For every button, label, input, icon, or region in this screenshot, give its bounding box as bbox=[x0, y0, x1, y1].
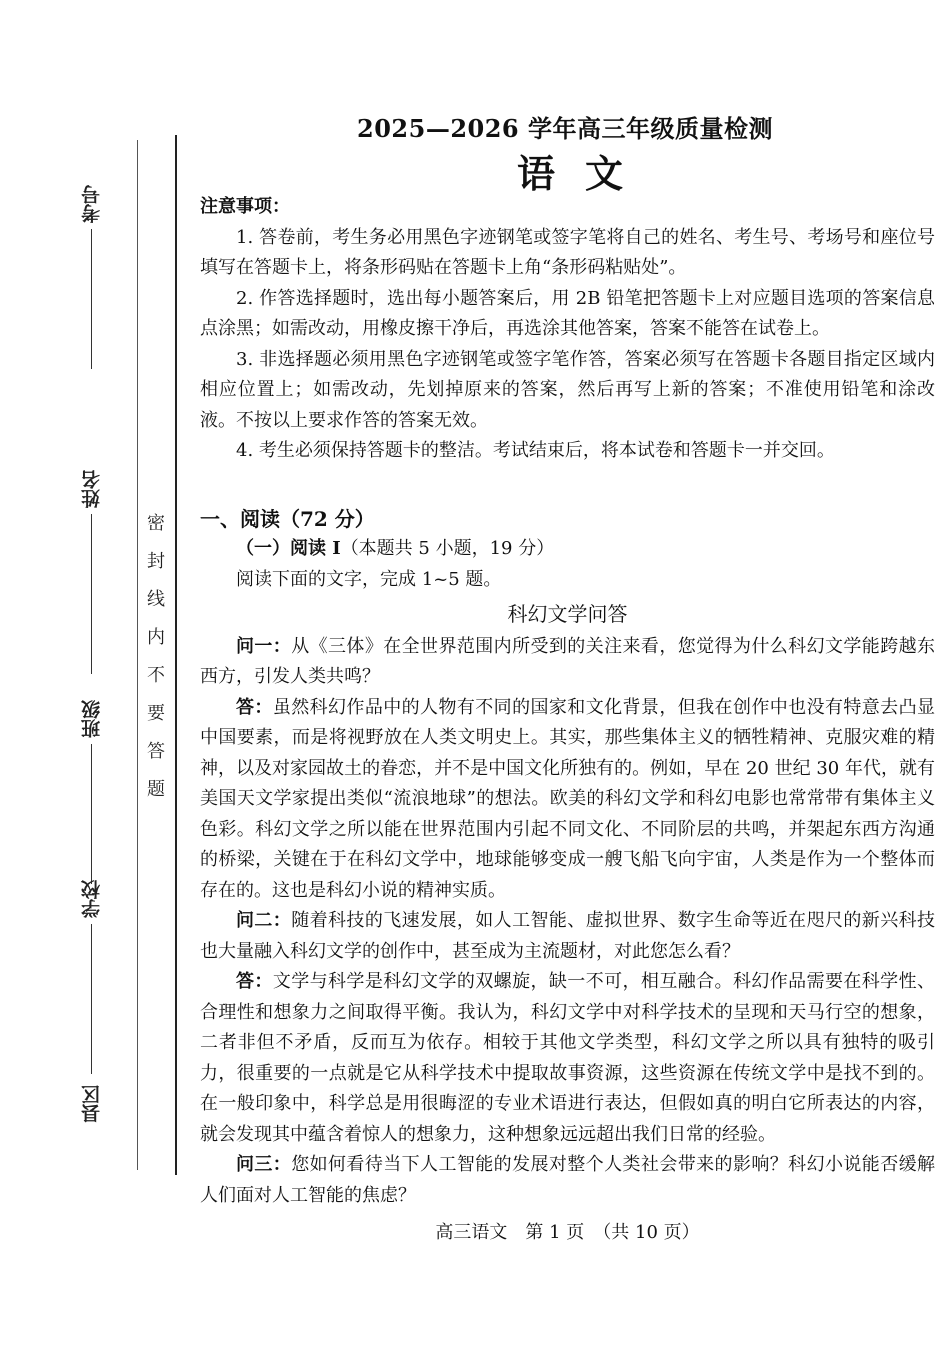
qa-text: 文学与科学是科幻文学的双螺旋，缺一不可，相互融合。科幻作品需要在科学性、合理性和想象力之间取得平衡。我认为，科幻文学中对科学技术的呈现和天马行空的想象，二者非但不矛盾，反而互为依存。相较于其他文学类型，科幻文学之所以具有独特的吸引力，很重要的一点就是它从科学技术中提取故事资源，这些资源在传统文学中是找不到的。在一般印象中，科学总是用很晦涩的专业术语进行表达，但假如真的明白它所表达的内容，就会发现其中蕴含着惊人的想象力，这种想象远远超出我们日常的经验。 bbox=[200, 971, 935, 1145]
field-class-label: 班级 bbox=[80, 700, 103, 738]
fill-line bbox=[91, 514, 92, 674]
qa-label: 答： bbox=[236, 696, 273, 718]
fill-line bbox=[91, 924, 92, 1074]
subsection-heading bbox=[200, 534, 935, 565]
qa-text: 您如何看待当下人工智能的发展对整个人类社会带来的影响？科幻小说能否缓解人们面对人工智能的焦虑？ bbox=[200, 1154, 935, 1206]
notice-item: 2. 作答选择题时，选出每小题答案后，用 2B 铅笔把答题卡上对应题目选项的答案信息点涂黑；如需改动，用橡皮擦干净后，再选涂其他答案，答案不能答在试卷上。 bbox=[200, 287, 935, 339]
notice-item: 1. 答卷前，考生务必用黑色字迹钢笔或签字笔将自己的姓名、考生号、考场号和座位号填写在答题卡上，将条形码贴在答题卡上角“条形码粘贴处”。 bbox=[200, 226, 935, 278]
qa-text: 从《三体》在全世界范围内所受到的关注来看，您觉得为什么科幻文学能跨越东西方，引发人类共鸣？ bbox=[200, 635, 935, 687]
exam-title: 2025—2026 学年高三年级质量检测 bbox=[357, 114, 773, 143]
qa-label: 问二： bbox=[236, 910, 292, 931]
seal-warning: 密封线内不要答题 bbox=[147, 513, 165, 800]
qa-text: 随着科技的飞速发展，如人工智能、虚拟世界、数字生命等近在咫尺的新兴科技也大量融入科幻文学的创作中，甚至成为主流题材，对此您怎么看？ bbox=[200, 910, 935, 962]
binding-line bbox=[175, 135, 177, 1175]
field-school-label: 学校 bbox=[80, 880, 103, 918]
qa-label: 问三： bbox=[236, 1154, 292, 1175]
page-content bbox=[200, 192, 935, 1211]
subsection-note: （本题共 5 小题，19 分） bbox=[340, 538, 555, 559]
field-exam-number bbox=[76, 185, 106, 369]
binding-line-outer bbox=[137, 140, 138, 1170]
qa-label: 问一： bbox=[236, 635, 292, 657]
notice-item: 3. 非选择题必须用黑色字迹钢笔或签字笔作答，答案必须写在答题卡各题目指定区域内相应位置上；如需改动，先划掉原来的答案，然后再写上新的答案；不准使用铅笔和涂改液。不按以上要求作答的答案无效。 bbox=[200, 348, 935, 431]
qa-paragraph bbox=[200, 1150, 935, 1211]
section-heading: 一、阅读（72 分） bbox=[200, 506, 375, 531]
notice-item: 4. 考生必须保持答题卡的整洁。考试结束后，将本试卷和答题卡一并交回。 bbox=[236, 440, 835, 461]
qa-paragraph bbox=[200, 632, 935, 693]
field-name-label: 姓名 bbox=[80, 470, 103, 508]
notice-title: 注意事项： bbox=[200, 196, 290, 217]
qa-paragraph bbox=[200, 693, 935, 907]
qa-paragraph bbox=[200, 906, 935, 967]
qa-paragraph bbox=[200, 967, 935, 1150]
field-class bbox=[76, 700, 106, 884]
reading-instruction: 阅读下面的文字，完成 1~5 题。 bbox=[236, 568, 502, 590]
qa-label: 答： bbox=[236, 971, 273, 992]
article-title: 科幻文学问答 bbox=[507, 602, 628, 626]
field-school bbox=[76, 880, 106, 1074]
page-footer: 高三语文 第 1 页 （共 10 页） bbox=[435, 1222, 700, 1243]
qa-text: 虽然科幻作品中的人物有不同的国家和文化背景，但我在创作中也没有特意去凸显中国要素，而是将视野放在人类文明史上。其实，那些集体主义的牺牲精神、克服灾难的精神，以及对家园故土的眷恋，并不是中国文化所独有的。例如，早在 20 世纪 30 年代，就有美国天文学家提出类似“流浪地球”的想法。欧美的科幻文学和科幻电影也常常带有集体主义色彩。科幻文学之所以能在世界范围内引起不同文化、不同阶层的共鸣，并架起东西方沟通的桥梁，关键在于在科幻文学中，地球能够变成一艘飞船飞向宇宙，人类是作为一个整体而存在的。这也是科幻小说的精神实质。 bbox=[200, 696, 935, 901]
subject-title: 语文 bbox=[516, 151, 653, 196]
field-exam-number-label: 考号 bbox=[80, 185, 103, 223]
fill-line bbox=[91, 744, 92, 884]
fill-line bbox=[91, 229, 92, 369]
subsection-label: （一）阅读 I bbox=[236, 538, 341, 559]
field-county bbox=[76, 1085, 106, 1123]
field-name bbox=[76, 470, 106, 674]
field-county-label: 县区 bbox=[80, 1085, 103, 1123]
